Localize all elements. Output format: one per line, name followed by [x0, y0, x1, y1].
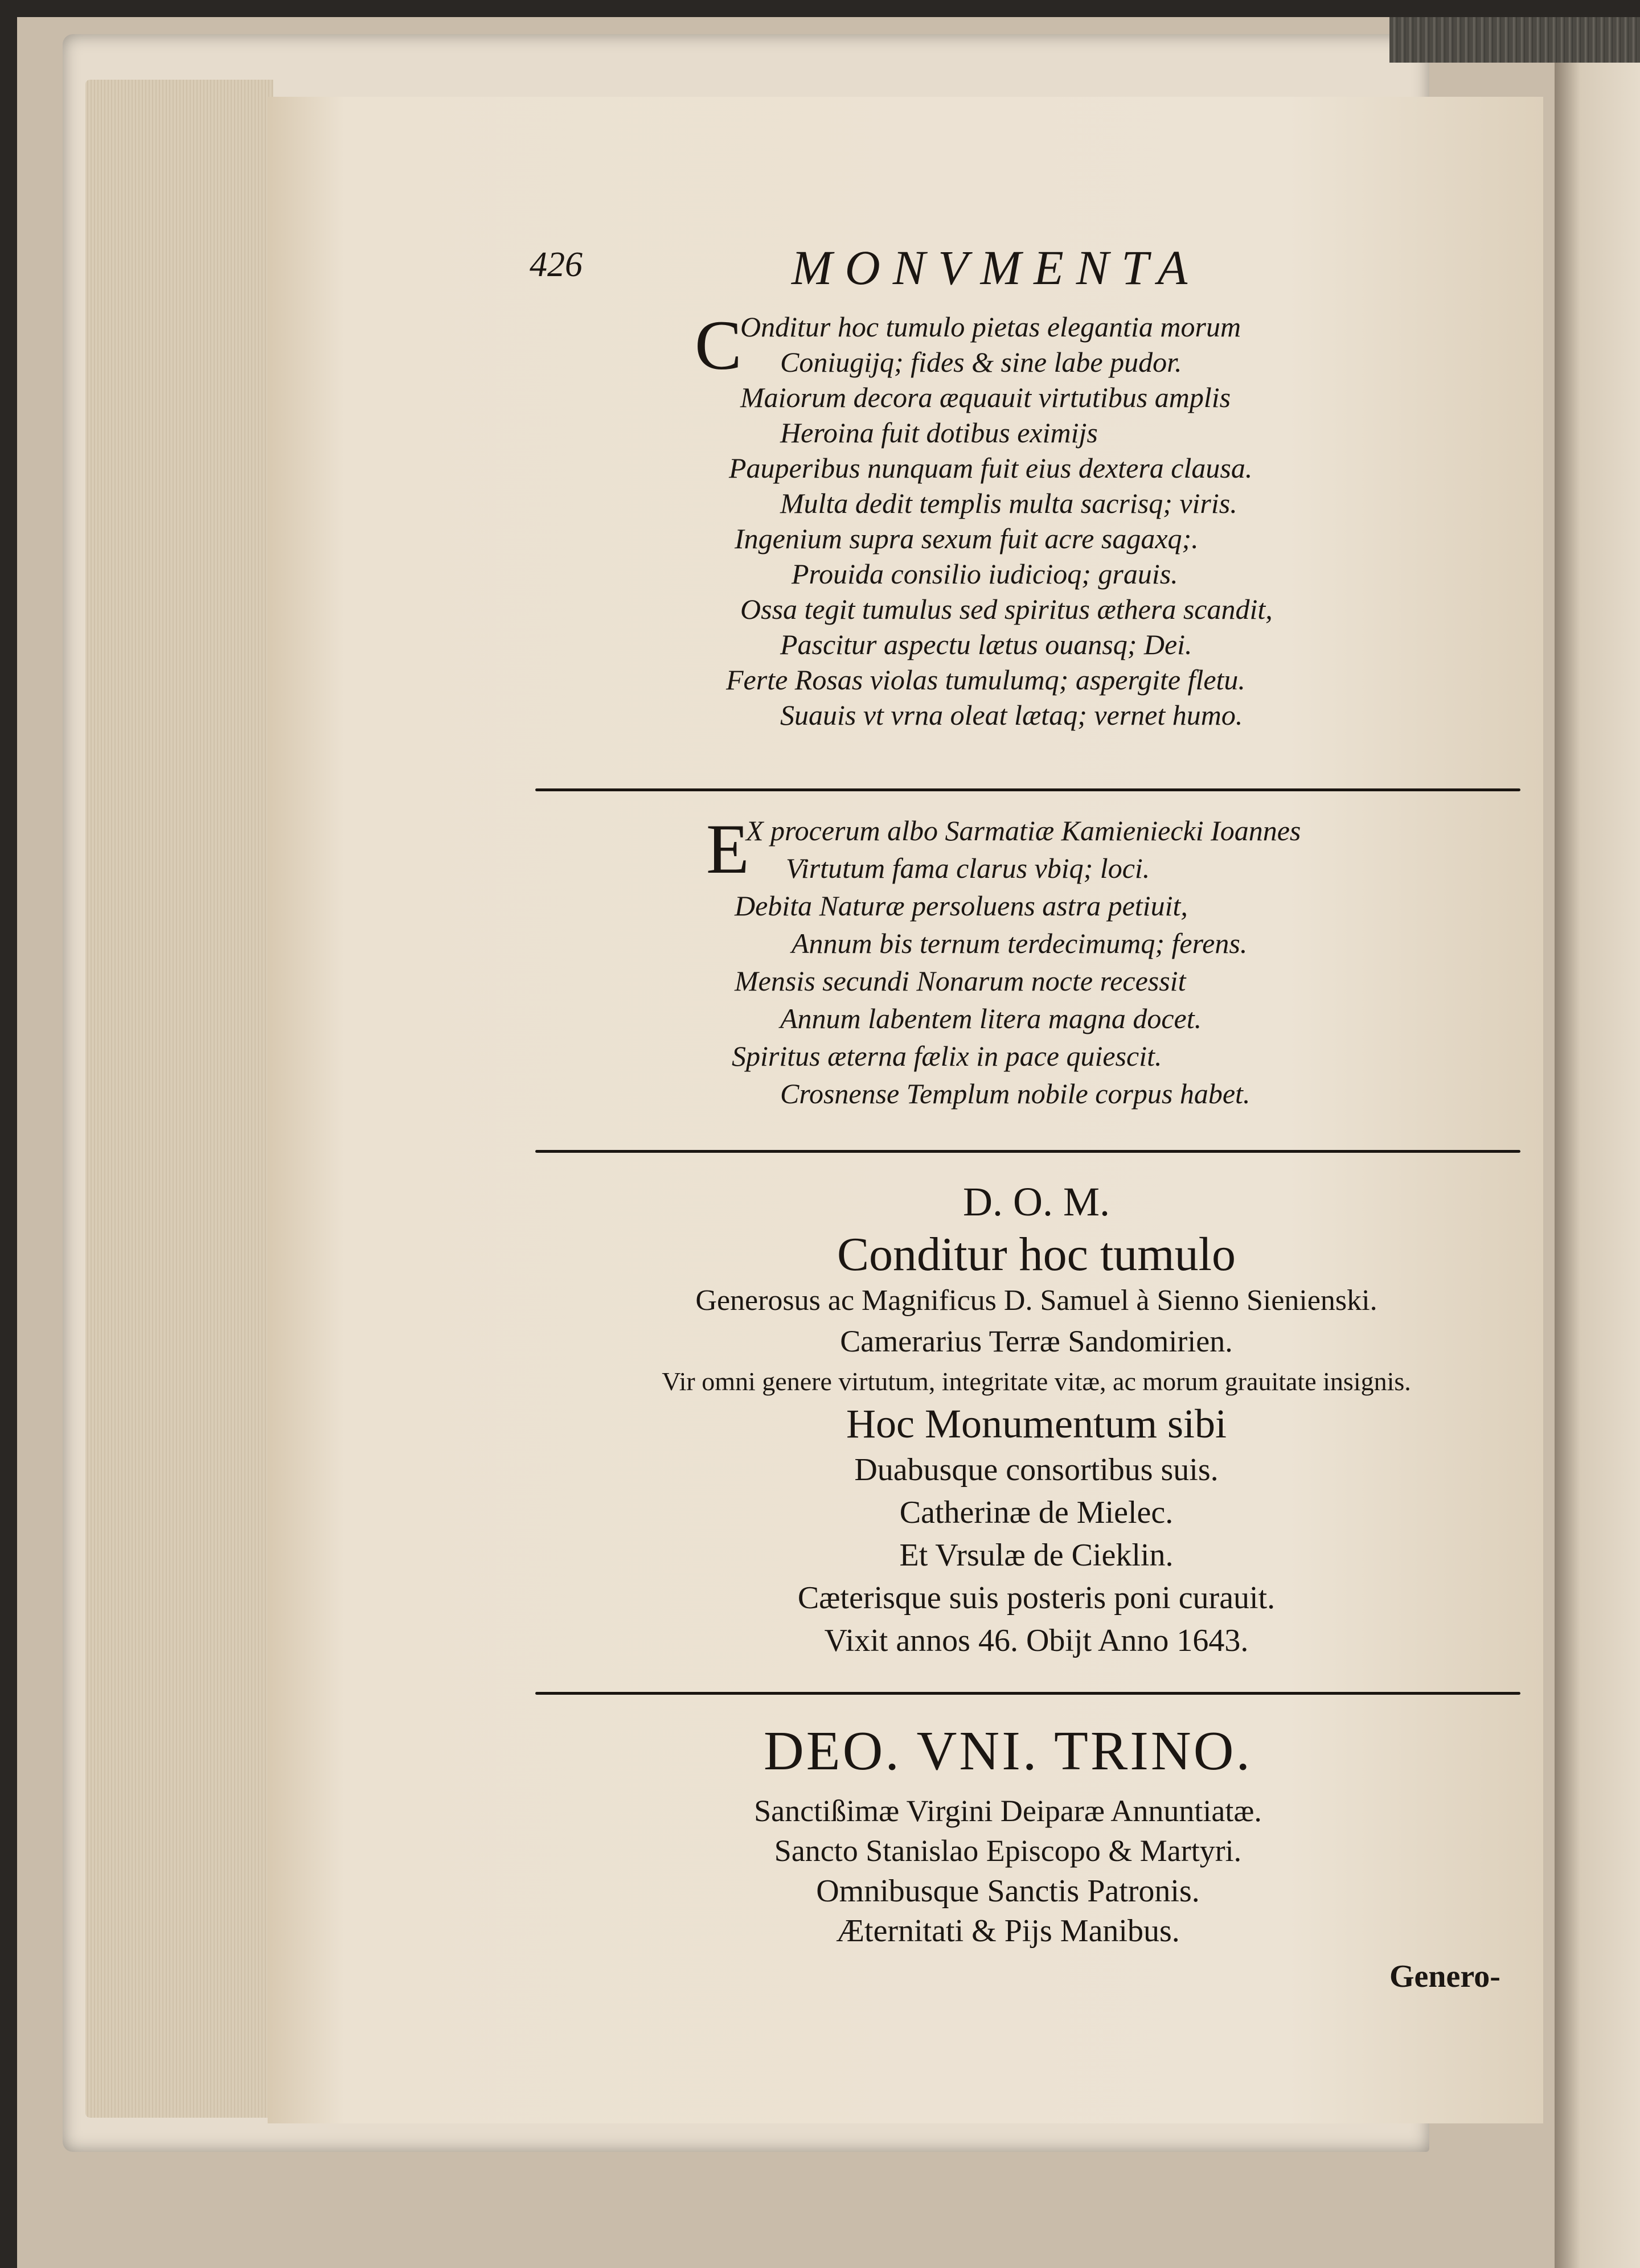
- catchword: Genero-: [1389, 1959, 1500, 1994]
- dedication: [587, 1719, 1429, 1970]
- poem-line: Pauperibus nunquam fuit eius dextera clausa.: [729, 452, 1253, 484]
- epitaph-poem-1: [695, 306, 1378, 766]
- poem-line: Ferte Rosas violas tumulumq; aspergite fletu.: [726, 664, 1245, 696]
- epitaph-poem-2: [706, 810, 1389, 1133]
- poem-line: Crosnense Templum nobile corpus habet.: [780, 1078, 1250, 1110]
- dedication-heading: DEO. VNI. TRINO.: [764, 1720, 1252, 1782]
- facing-page-edge: [1555, 63, 1640, 2268]
- drop-cap: C: [695, 306, 742, 384]
- running-title: MONVMENTA: [792, 240, 1200, 295]
- epitaph-line: Cæterisque suis posteris poni curauit.: [797, 1580, 1276, 1616]
- dedication-line: Omnibusque Sanctis Patronis.: [816, 1873, 1200, 1909]
- epitaph-line: Duabusque consortibus suis.: [854, 1452, 1219, 1488]
- epitaph-line: Conditur hoc tumulo: [837, 1228, 1236, 1281]
- drop-cap: E: [706, 810, 749, 888]
- poem-line: Onditur hoc tumulo pietas elegantia morum: [740, 311, 1241, 343]
- section-rule: [535, 1692, 1520, 1695]
- poem-line: Mensis secundi Nonarum nocte recessit: [735, 965, 1186, 997]
- epitaph-sienienski: [535, 1178, 1538, 1674]
- poem-line: Ossa tegit tumulus sed spiritus æthera scandit,: [740, 593, 1273, 625]
- section-rule: [535, 788, 1520, 791]
- section-rule: [535, 1150, 1520, 1153]
- dedication-line: Æternitati & Pijs Manibus.: [836, 1913, 1180, 1949]
- epitaph-heading: D. O. M.: [962, 1179, 1110, 1225]
- poem-line: Prouida consilio iudicioq; grauis.: [792, 558, 1178, 590]
- running-head: [530, 239, 1298, 296]
- page-number: 426: [530, 245, 583, 284]
- epitaph-line: Generosus ac Magnificus D. Samuel à Sienno Sienienski.: [695, 1284, 1377, 1317]
- poem-line: Ingenium supra sexum fuit acre sagaxq;.: [735, 523, 1199, 554]
- poem-line: Multa dedit templis multa sacrisq; viris.: [780, 487, 1237, 519]
- epitaph-line: Hoc Monumentum sibi: [846, 1401, 1227, 1447]
- dedication-line: Sanctißimæ Virgini Deiparæ Annuntiatæ.: [754, 1794, 1262, 1828]
- poem-line: Pascitur aspectu lætus ouansq; Dei.: [780, 628, 1192, 660]
- epitaph-line: Vixit annos 46. Obijt Anno 1643.: [824, 1623, 1249, 1658]
- poem-line: Maiorum decora æquauit virtutibus amplis: [740, 381, 1231, 413]
- headband: [1389, 17, 1640, 63]
- epitaph-line: Vir omni genere virtutum, integritate vitæ, ac morum grauitate insignis.: [662, 1367, 1411, 1396]
- epitaph-line: Et Vrsulæ de Cieklin.: [899, 1538, 1174, 1573]
- poem-line: Suauis vt vrna oleat lætaq; vernet humo.: [780, 699, 1243, 731]
- dedication-line: Sancto Stanislao Episcopo & Martyri.: [774, 1834, 1242, 1868]
- poem-line: Spiritus æterna fælix in pace quiescit.: [732, 1040, 1162, 1072]
- poem-line: Annum labentem litera magna docet.: [780, 1002, 1202, 1034]
- poem-line: Coniugijq; fides & sine labe pudor.: [780, 346, 1182, 378]
- epitaph-line: Camerarius Terræ Sandomirien.: [840, 1324, 1233, 1358]
- poem-line: Annum bis ternum terdecimumq; ferens.: [792, 927, 1248, 959]
- poem-line: X procerum albo Sarmatiæ Kamieniecki Ioannes: [746, 815, 1301, 847]
- poem-line: Virtutum fama clarus vbiq; loci.: [786, 852, 1150, 884]
- epitaph-line: Catherinæ de Mielec.: [899, 1495, 1174, 1530]
- poem-line: Debita Naturæ persoluens astra petiuit,: [735, 890, 1188, 922]
- poem-line: Heroina fuit dotibus eximijs: [780, 417, 1098, 449]
- page-edges: [85, 80, 273, 2118]
